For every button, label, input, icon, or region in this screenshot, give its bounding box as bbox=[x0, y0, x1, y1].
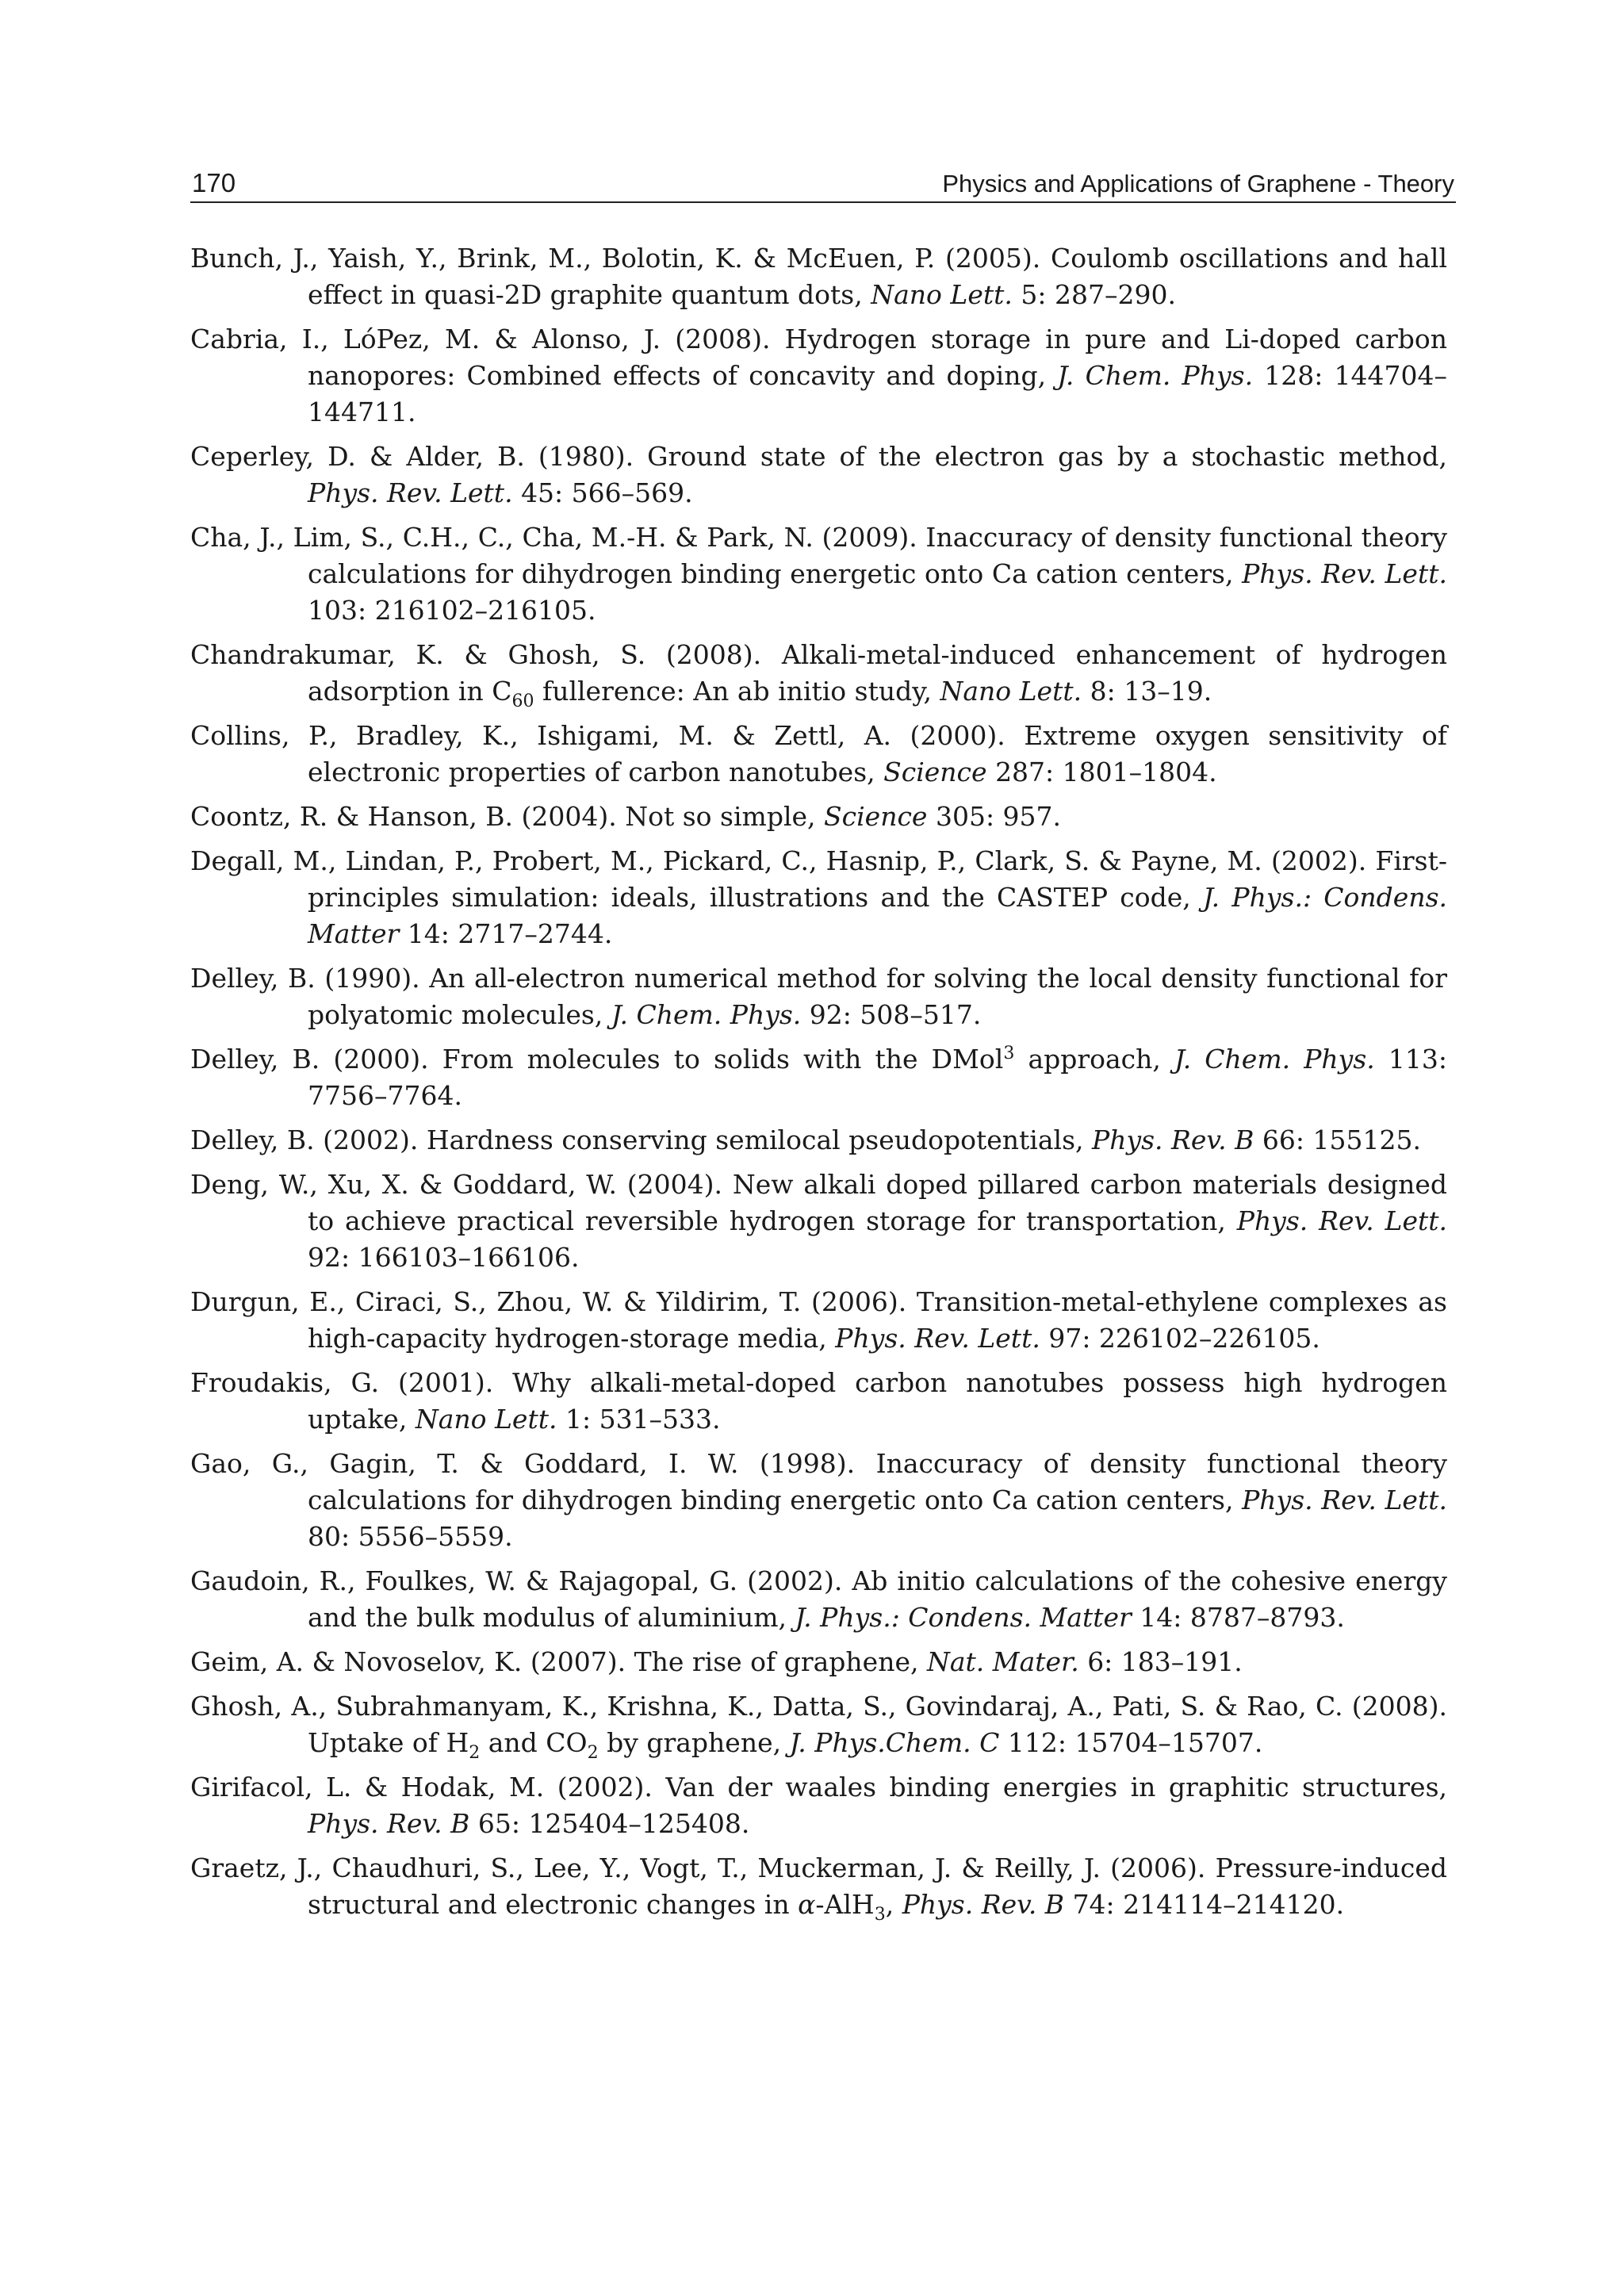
reference-entry: Cabria, I., LóPez, M. & Alonso, J. (2008). Hydrogen storage in pure and Li-doped carbon nanopores: Combined effects of concavity and doping, J. Chem. Phys. 128: 144704–144711. bbox=[190, 324, 1447, 427]
reference-entry: Delley, B. (1990). An all-electron numerical method for solving the local density functional for polyatomic molecules, J. Chem. Phys. 92: 508–517. bbox=[190, 963, 1447, 1030]
reference-entry: Coontz, R. & Hanson, B. (2004). Not so simple, Science 305: 957. bbox=[190, 801, 1062, 832]
reference-entry: Degall, M., Lindan, P., Probert, M., Pickard, C., Hasnip, P., Clark, S. & Payne, M. (2002). First-principles simulation: ideals, illustrations and the CASTEP code, J. Phys.: Condens. Matter 14: 2717–2744. bbox=[190, 845, 1447, 949]
reference-entry: Ghosh, A., Subrahmanyam, K., Krishna, K., Datta, S., Govindaraj, A., Pati, S. & Rao, C. (2008). Uptake of $H_2$ and $CO_2$ by graphene, J. Phys.Chem. C 112: 15704–15707. bbox=[190, 1691, 1447, 1763]
reference-entry: Cha, J., Lim, S., C.H., C., Cha, M.-H. & Park, N. (2009). Inaccuracy of density functional theory calculations for dihydrogen binding energetic onto Ca cation centers, Phys. Rev. Lett. 103: 216102–216105. bbox=[190, 522, 1447, 626]
reference-entry: Froudakis, G. (2001). Why alkali-metal-doped carbon nanotubes possess high hydrogen uptake, Nano Lett. 1: 531–533. bbox=[190, 1367, 1447, 1435]
reference-entry: Deng, W., Xu, X. & Goddard, W. (2004). New alkali doped pillared carbon materials designed to achieve practical reversible hydrogen storage for transportation, Phys. Rev. Lett. 92: 166103–166106. bbox=[190, 1169, 1448, 1273]
reference-entry: Collins, P., Bradley, K., Ishigami, M. & Zettl, A. (2000). Extreme oxygen sensitivity of electronic properties of carbon nanotubes, Science 287: 1801–1804. bbox=[190, 720, 1447, 787]
page-number: 170 bbox=[192, 168, 236, 197]
reference-entry: Geim, A. & Novoselov, K. (2007). The rise of graphene, Nat. Mater. 6: 183–191. bbox=[190, 1646, 1243, 1677]
reference-entry: Ceperley, D. & Alder, B. (1980). Ground state of the electron gas by a stochastic method, Phys. Rev. Lett. 45: 566–569. bbox=[190, 441, 1447, 508]
running-title: Physics and Applications of Graphene - Theory bbox=[942, 170, 1454, 197]
reference-entry: Chandrakumar, K. & Ghosh, S. (2008). Alkali-metal-induced enhancement of hydrogen adsorption in $C_{60}$ fullerence: An ab initio study, Nano Lett. 8: 13–19. bbox=[190, 639, 1447, 711]
reference-entry: Gaudoin, R., Foulkes, W. & Rajagopal, G. (2002). Ab initio calculations of the cohesive energy and the bulk modulus of aluminium, J. Phys.: Condens. Matter 14: 8787–8793. bbox=[190, 1565, 1447, 1633]
reference-entry: Delley, B. (2002). Hardness conserving semilocal pseudopotentials, Phys. Rev. B 66: 155125. bbox=[190, 1124, 1421, 1155]
reference-entry: Bunch, J., Yaish, Y., Brink, M., Bolotin, K. & McEuen, P. (2005). Coulomb oscillations and hall effect in quasi-2D graphite quantum dots, Nano Lett. 5: 287–290. bbox=[190, 243, 1447, 310]
reference-entry: Durgun, E., Ciraci, S., Zhou, W. & Yildirim, T. (2006). Transition-metal-ethylene complexes as high-capacity hydrogen-storage media, Phys. Rev. Lett. 97: 226102–226105. bbox=[190, 1286, 1447, 1354]
reference-entry: Girifacol, L. & Hodak, M. (2002). Van der waales binding energies in graphitic structures, Phys. Rev. B 65: 125404–125408. bbox=[190, 1772, 1448, 1839]
reference-entry: Gao, G., Gagin, T. & Goddard, I. W. (1998). Inaccuracy of density functional theory calculations for dihydrogen binding energetic onto Ca cation centers, Phys. Rev. Lett. 80: 5556–5559. bbox=[190, 1448, 1447, 1552]
reference-entry: Delley, B. (2000). From molecules to solids with the DMol$^3$ approach, J. Chem. Phys. 113: 7756–7764. bbox=[190, 1044, 1447, 1111]
reference-entry: Graetz, J., Chaudhuri, S., Lee, Y., Vogt, T., Muckerman, J. & Reilly, J. (2006). Pressure-induced structural and electronic changes in α-AlH$_3$, Phys. Rev. B 74: 214114–214120. bbox=[190, 1852, 1447, 1925]
reference-list bbox=[190, 240, 1447, 1931]
page-header bbox=[190, 165, 1456, 203]
